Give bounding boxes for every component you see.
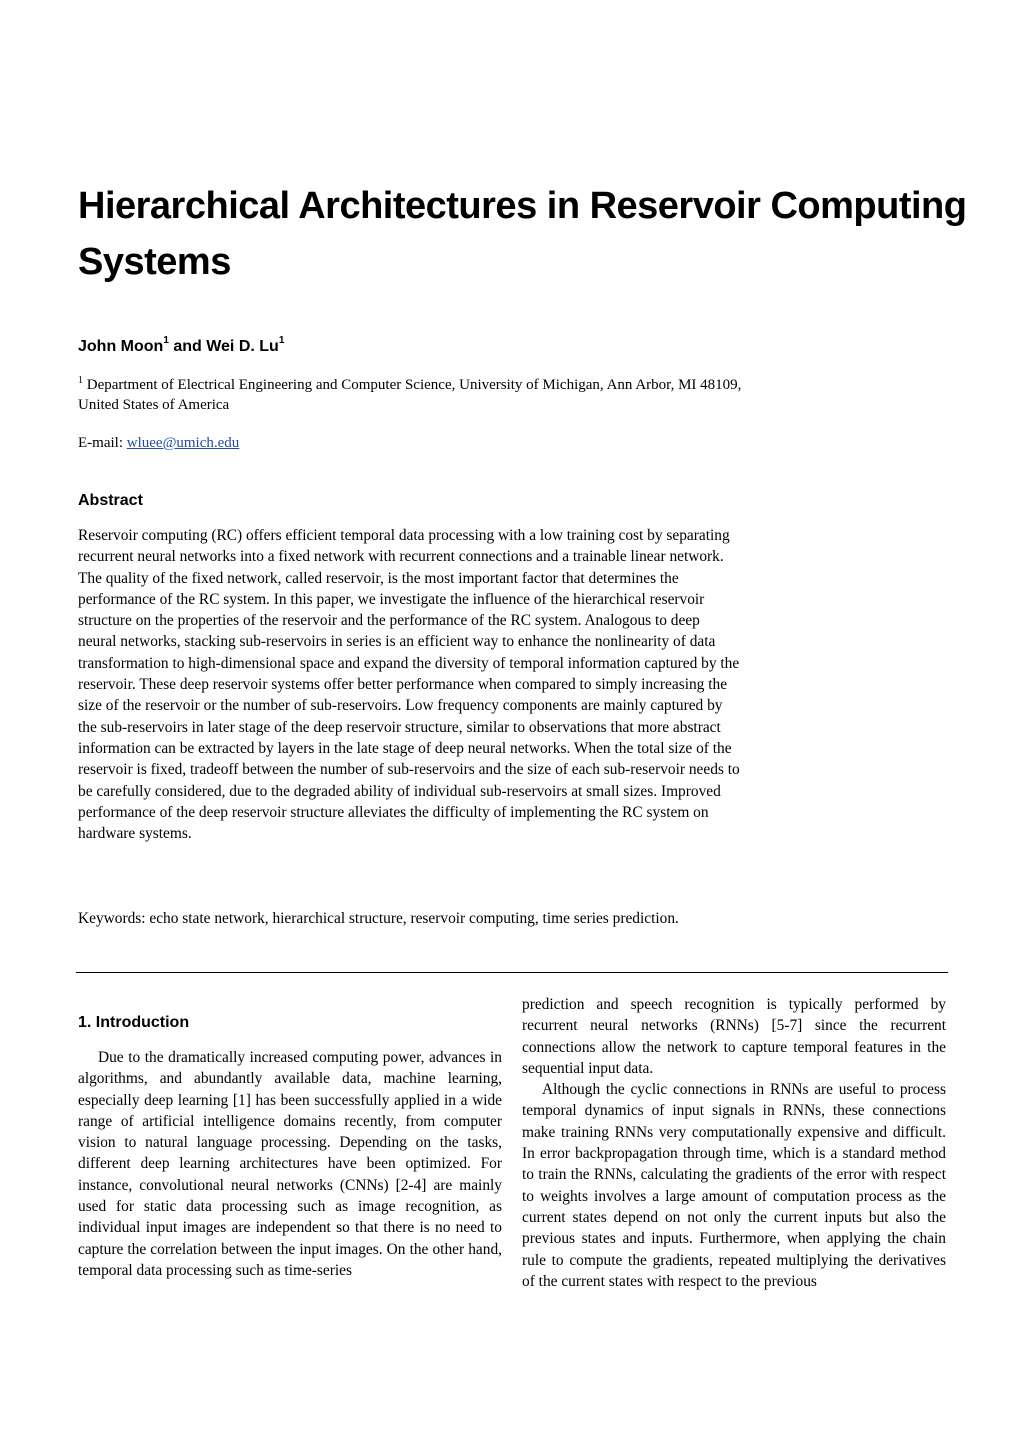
right-column [522, 994, 946, 1292]
body-paragraph: Although the cyclic connections in RNNs are useful to process temporal dynamics of input signals in RNNs, these connections make training RNNs very computationally expensive and difficult. In error backpropagation through time, which is a standard method to train the RNNs, calculating the gradients of the error with respect to weights involves a large amount of computation process as the current states depend on not only the current inputs but also the previous states and inputs. Furthermore, when applying the chain rule to compute the gradients, repeated multiplying the derivatives of the current states with respect to the previous [522, 1081, 946, 1290]
abstract-heading: Abstract [78, 492, 143, 509]
left-column [78, 1012, 502, 1281]
affiliation-marker: 1 [78, 375, 83, 386]
section-heading: 1. Introduction [78, 1014, 190, 1031]
section-divider [76, 972, 948, 973]
affiliation [78, 375, 758, 415]
affiliation-marker: 1 [278, 334, 285, 346]
affiliation-marker: 1 [163, 334, 169, 346]
keywords: Keywords: echo state network, hierarchical structure, reservoir computing, time series prediction. [78, 910, 679, 927]
contact-email [78, 433, 239, 453]
affiliation-text: Department of Electrical Engineering and Computer Science, University of Michigan, Ann Arbor, MI 48109, United States of America [78, 377, 742, 413]
author-name: Wei D. Lu [206, 338, 279, 355]
body-paragraph: prediction and speech recognition is typically performed by recurrent neural networks (RNNs) [5-7] since the recurrent connections allow the network to capture temporal features in the sequential input data. [522, 996, 946, 1077]
author-connector: and [168, 338, 207, 355]
email-link[interactable]: wluee@umich.edu [126, 435, 240, 451]
abstract-text: Reservoir computing (RC) offers efficient temporal data processing with a low training cost by separating recurrent neural networks into a fixed network with recurrent connections and a trainable linear network. The quality of the fixed network, called reservoir, is the most important factor that determines the performance of the RC system. In this paper, we investigate the influence of the hierarchical reservoir structure on the properties of the reservoir and the performance of the RC system. Analogous to deep neural networks, stacking sub-reservoirs in series is an efficient way to enhance the nonlinearity of data transformation to high-dimensional space and expand the diversity of temporal information captured by the reservoir. These deep reservoir systems offer better performance when compared to simply increasing the size of the reservoir or the number of sub-reservoirs. Low frequency components are mainly captured by the sub-reservoirs in later stage of the deep reservoir structure, similar to observations that more abstract information can be extracted by layers in the late stage of deep neural networks. When the total size of the reservoir is fixed, tradeoff between the number of sub-reservoirs and the size of each sub-reservoir needs to be carefully considered, due to the degraded ability of individual sub-reservoirs at small sizes. Improved performance of the deep reservoir structure alleviates the difficulty of implementing the RC system on hardware systems. [78, 527, 740, 843]
email-label: E-mail: [78, 435, 127, 451]
page-title: Hierarchical Architectures in Reservoir Computing Systems [78, 185, 967, 283]
body-paragraph: Due to the dramatically increased computing power, advances in algorithms, and abundantly available data, machine learning, especially deep learning [1] has been successfully applied in a wide range of artificial intelligence domains recently, from computer vision to natural language processing. Depending on the tasks, different deep learning architectures have been optimized. For instance, convolutional neural networks (CNNs) [2-4] are mainly used for static data processing such as image recognition, as individual input images are independent so that there is no need to capture the correlation between the input images. On the other hand, temporal data processing such as time-series [78, 1049, 502, 1279]
author-list [78, 336, 284, 358]
author-name: John Moon [78, 338, 164, 355]
